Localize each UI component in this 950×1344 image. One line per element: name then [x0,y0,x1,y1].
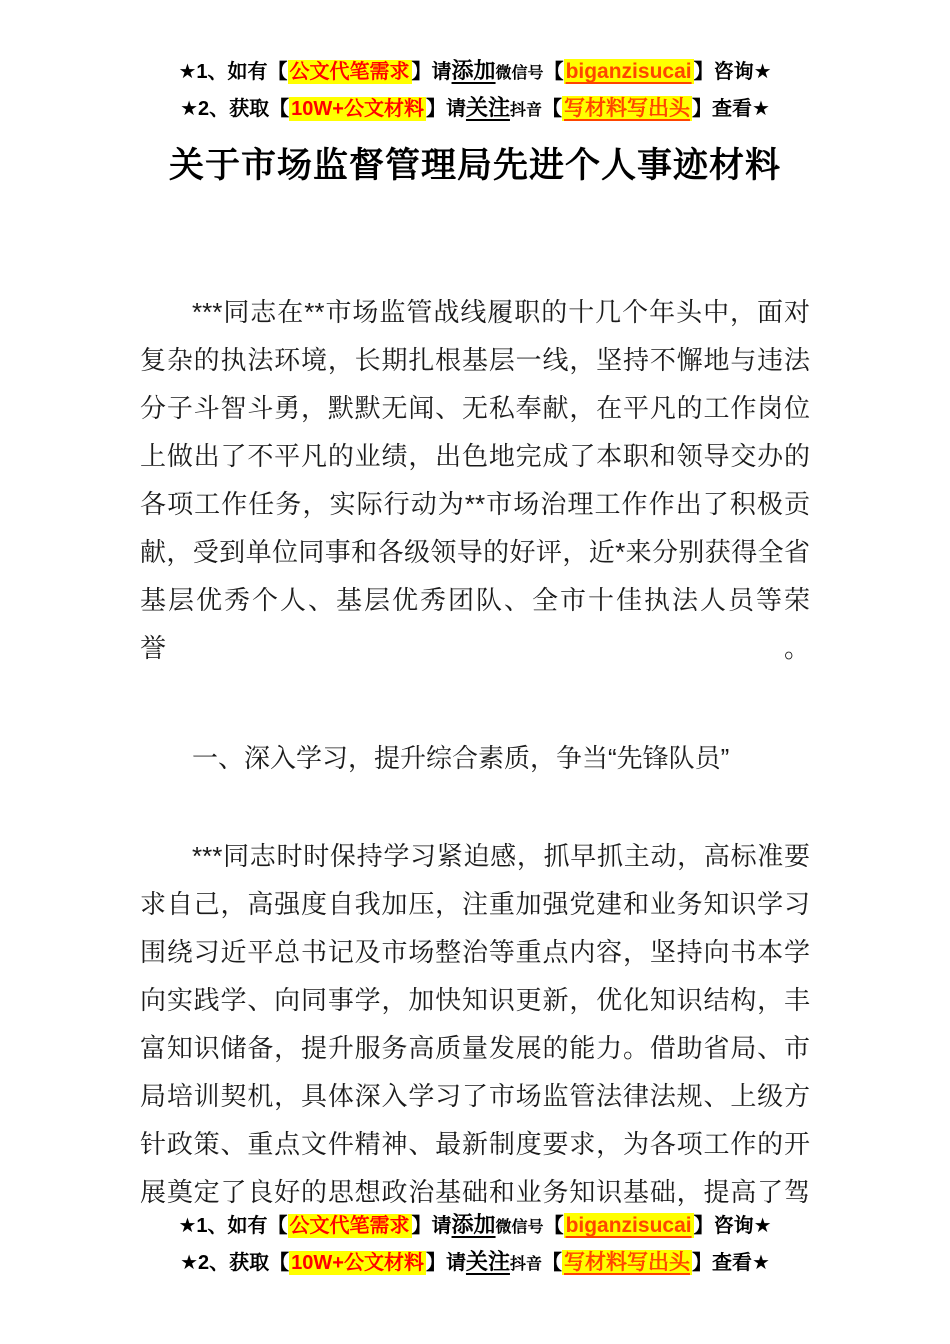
promo1-action-add: 添加 [451,58,496,83]
promo1-channel-wechat: 微信号 [495,1219,544,1236]
promo1-channel-wechat: 微信号 [495,65,544,82]
promo2-service-term: 10W+公文材料 [291,98,424,120]
promo2-bracket-open: 【 [541,1252,562,1274]
promo1-suffix: 】咨询★ [693,1215,772,1237]
paragraph-intro [140,288,810,672]
promo1-bracket-please: 】请 [411,1215,452,1237]
promo1-service-term: 公文代笔需求 [289,61,410,83]
promo2-bracket-please: 】请 [425,98,466,120]
paragraph-section-1 [140,832,810,1216]
text-line: 献，受到单位同事和各级领导的好评，近*来分别获得全省 [140,537,810,567]
text-line: 局培训契机，具体深入学习了市场监管法律法规、上级方 [140,1081,810,1111]
promo2-bracket-open: 【 [541,98,562,120]
text-line: 复杂的执法环境，长期扎根基层一线，坚持不懈地与违法 [140,345,810,375]
document-body [140,288,810,1216]
promo2-action-follow: 关注 [465,1249,510,1274]
promo1-wechat-id: biganzisucai [565,1214,692,1237]
promo1-prefix: ★1、如有【 [178,1215,288,1237]
promo2-prefix: ★2、获取【 [180,1252,290,1274]
promo1-bracket-open: 【 [543,61,564,83]
promo1-bracket-please: 】请 [411,61,452,83]
text-line: 向实践学、向同事学，加快知识更新，优化知识结构，丰 [140,985,810,1015]
promo-line-2 [0,91,950,128]
text-line: 围绕习近平总书记及市场整治等重点内容，坚持向书本学 [140,937,810,967]
text-line: 展奠定了良好的思想政治基础和业务知识基础，提高了驾 [140,1177,810,1207]
promo1-prefix: ★1、如有【 [178,61,288,83]
promo2-action-follow: 关注 [465,95,510,120]
promo-line-2 [0,1245,950,1282]
promo1-suffix: 】咨询★ [693,61,772,83]
promo2-douyin-id: 写材料写出头 [563,1251,690,1274]
promo1-wechat-id: biganzisucai [565,60,692,83]
document-title: 关于市场监督管理局先进个人事迹材料 [168,146,781,185]
promo2-suffix: 】查看★ [691,1252,770,1274]
promo2-douyin-id: 写材料写出头 [563,97,690,120]
text-line: ***同志在**市场监管战线履职的十几个年头中，面对 [192,297,810,327]
header-promo [0,54,950,128]
promo-line-1 [0,1208,950,1245]
promo1-action-add: 添加 [451,1212,496,1237]
promo2-suffix: 】查看★ [691,98,770,120]
promo2-bracket-please: 】请 [425,1252,466,1274]
text-line: 分子斗智斗勇，默默无闻、无私奉献，在平凡的工作岗位 [140,393,810,423]
promo2-prefix: ★2、获取【 [180,98,290,120]
text-line: 上做出了不平凡的业绩，出色地完成了本职和领导交办的 [140,441,810,471]
promo2-channel-douyin: 抖音 [509,102,542,119]
text-line: 各项工作任务，实际行动为**市场治理工作作出了积极贡 [140,489,810,519]
text-line: 基层优秀个人、基层优秀团队、全市十佳执法人员等荣誉。 [140,585,810,663]
promo2-channel-douyin: 抖音 [509,1256,542,1273]
text-line: 富知识储备，提升服务高质量发展的能力。借助省局、市 [140,1033,810,1063]
text-line: 针政策、重点文件精神、最新制度要求，为各项工作的开 [140,1129,810,1159]
text-line: ***同志时时保持学习紧迫感，抓早抓主动，高标准要 [192,841,810,871]
text-line: 求自己，高强度自我加压，注重加强党建和业务知识学习 [140,889,810,919]
promo2-service-term: 10W+公文材料 [291,1252,424,1274]
section-heading-1: 一、深入学习，提升综合素质，争当“先锋队员” [192,743,730,773]
promo1-service-term: 公文代笔需求 [289,1215,410,1237]
promo-line-1 [0,54,950,91]
promo1-bracket-open: 【 [543,1215,564,1237]
footer-promo [0,1208,950,1282]
